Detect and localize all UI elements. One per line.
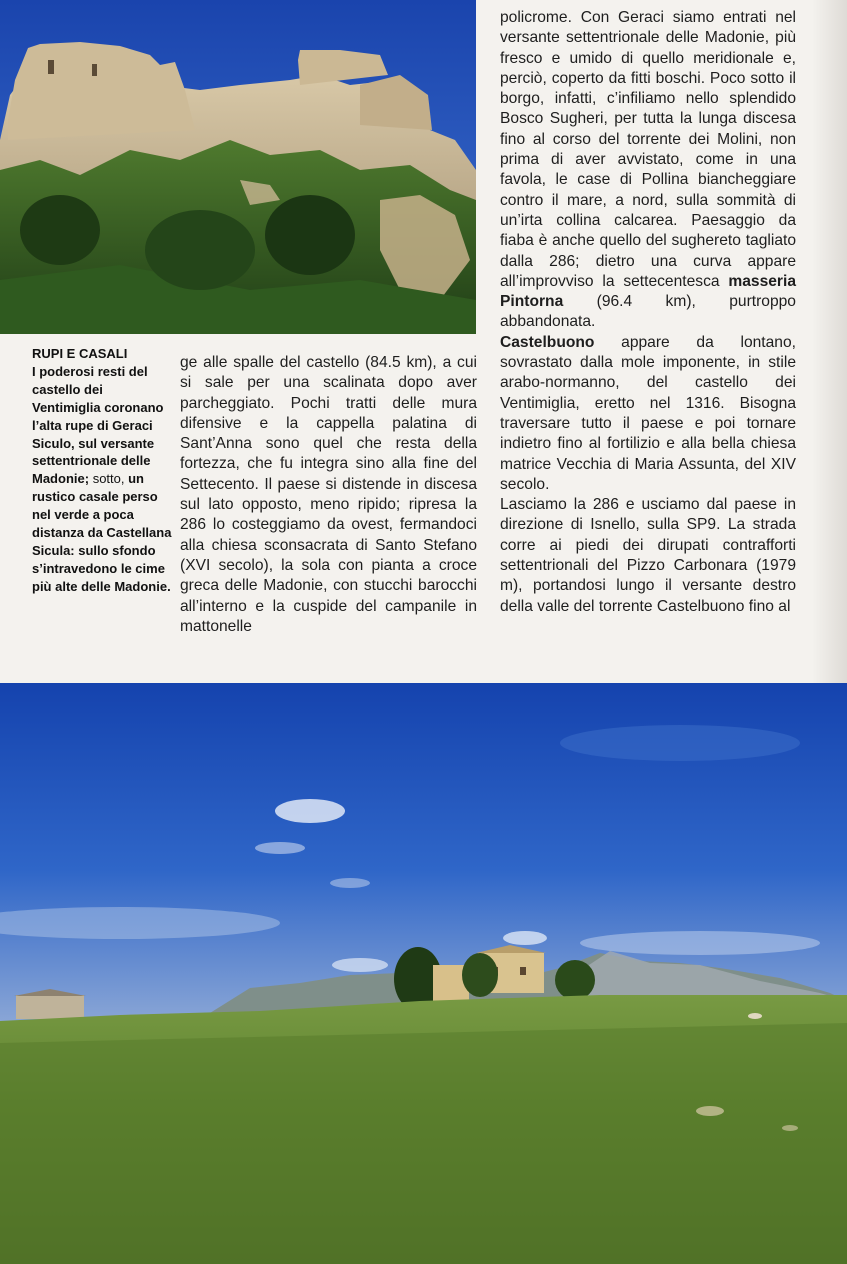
castle-photo — [0, 0, 476, 334]
paragraph-1-text-a: policrome. Con Geraci siamo entrati nel versante settentrionale delle Madonie, più fresco e umido di quello meridionale e, perciò, coperto da fitti boschi. Poco sotto il borgo, infatti, c’infiliamo nello splendido Bosco Sugheri, per tutta la lunga discesa fino al corso del torrente dei Molini, non prima di aver avvistato, come in una favola, le case di Pollina biancheggiare contro il mare, a nord, sulla sommità di un’irta collina calcarea. Paesaggio da fiaba è anche quello del sughereto tagliato dalla 286; dietro una curva appare all’improvviso la settecentesca — [500, 9, 796, 290]
article-column-right — [500, 8, 796, 617]
article-paragraph-2 — [500, 333, 796, 495]
castelbuono-highlight: Castelbuono — [500, 333, 595, 351]
caption-text-2: sotto, — [92, 471, 125, 487]
caption-text-3: un rustico casale perso nel verde a poca distanza da Castellana Sicula: sullo sfondo s’intravedono le cime più alte delle Madonie. — [32, 471, 172, 594]
article-paragraph: ge alle spalle del castello (84.5 km), a cui si sale per una scalinata dopo aver parcheggiato. Pochi tratti delle mura difensive e la cappella palatina di Sant’Anna sono quel che resta della fortezza, che fu integra sino alla fine del Settecento. Il paese si distende in discesa sul lato opposto, meno ripido; ripresa la 286 lo costeggiamo da ovest, fermandoci alla chiesa sconsacrata di Santo Stefano (XVI secolo), la sola con pianta a croce greca delle Madonie, con stucchi barocchi all’interno e la cuspide del campanile in mattonelle — [180, 354, 477, 635]
article-paragraph-3: Lasciamo la 286 e usciamo dal paese in direzione di Isnello, sulla SP9. La strada corre ai piedi dei dirupati contrafforti settentrionali del Pizzo Carbonara (1979 m), portandosi lungo il versante destro della valle del torrente Castelbuono fino al — [500, 496, 796, 615]
article-paragraph-1 — [500, 8, 796, 333]
paragraph-2-text: appare da lontano, sovrastato dalla mole imponente, in stile arabo-normanno, del castello dei Ventimiglia, eretto nel 1316. Bisogna traversare tutto il paese e poi tornare indietro fino al fortilizio e alla bella chiesa matrice Vecchia di Maria Assunta, del XIV secolo. — [500, 333, 796, 493]
caption-title: RUPI E CASALI — [32, 346, 128, 361]
paragraph-1-text-b: (96.4 km), purtroppo abbandonata. — [500, 293, 796, 331]
masseria-pintorna-highlight: masseria Pintorna — [500, 272, 796, 311]
article-column-middle — [180, 353, 477, 637]
page-margin — [812, 0, 847, 683]
countryside-photo — [0, 683, 847, 1264]
photo-caption — [32, 345, 172, 596]
caption-text-1: I poderosi resti del castello dei Ventimiglia coronano l’alta rupe di Geraci Siculo, sul versante settentrionale delle Madonie; — [32, 363, 164, 487]
